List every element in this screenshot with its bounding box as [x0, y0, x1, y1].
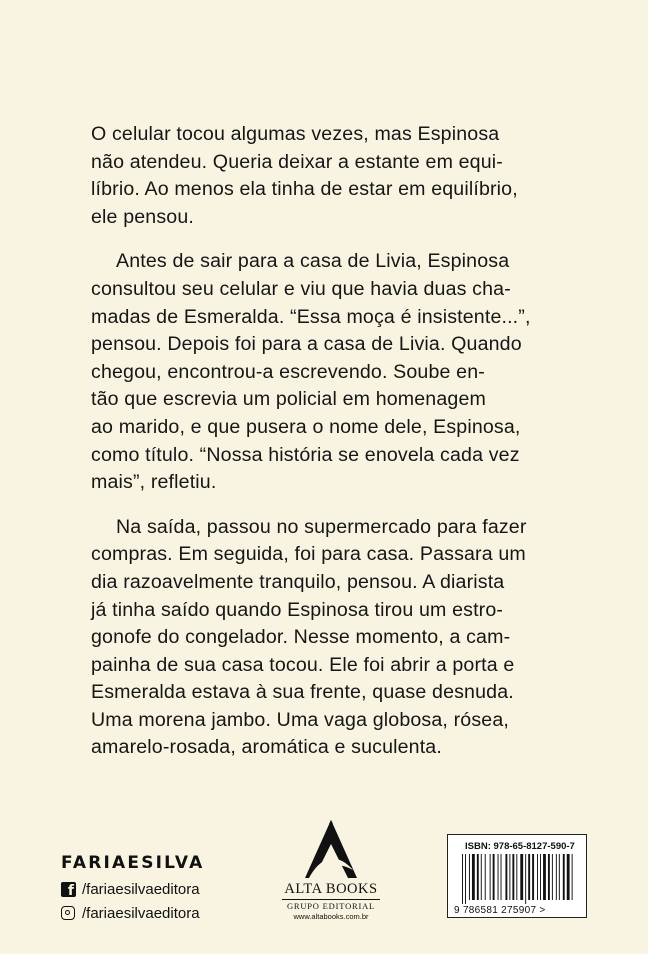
isbn-barcode-box: [447, 834, 587, 918]
text-line: tão que escrevia um policial em homenagem: [91, 388, 486, 411]
text-line: Uma morena jambo. Uma vaga globosa, rósea,: [91, 708, 509, 731]
paragraph-3: [91, 514, 561, 762]
facebook-handle: /fariaesilvaeditora: [82, 881, 200, 898]
text-line: consultou seu celular e viu que havia duas cha-: [91, 277, 511, 300]
text-line: O celular tocou algumas vezes, mas Espinosa: [91, 123, 500, 145]
instagram-icon: [61, 906, 76, 921]
text-line: mais”, refletiu.: [91, 471, 217, 494]
text-line: não atendeu. Queria deixar a estante em equi-: [91, 150, 503, 173]
publisher-url: www.altabooks.com.br: [293, 912, 369, 921]
publisher-name: ALTA BOOKS: [284, 881, 378, 897]
text-line: gonofe do congelador. Nesse momento, a cam-: [91, 626, 511, 649]
alta-books-logo: [268, 818, 394, 921]
isbn-label: ISBN: 978-65-8127-590-7: [465, 841, 575, 852]
text-line: compras. Em seguida, foi para casa. Passara um: [91, 543, 526, 566]
facebook-icon: f: [61, 882, 76, 897]
text-line: madas de Esmeralda. “Essa moça é insistente...”,: [91, 305, 531, 328]
paragraph-1: [91, 121, 561, 231]
text-line: já tinha saído quando Espinosa tirou um estro-: [91, 598, 504, 621]
back-cover-text: [91, 121, 561, 779]
text-line: Na saída, passou no supermercado para fazer: [116, 515, 527, 538]
text-line: ele pensou.: [91, 205, 194, 228]
text-line: líbrio. Ao menos ela tinha de estar em equilíbrio,: [91, 178, 518, 201]
text-line: Antes de sair para a casa de Livia, Espinosa: [116, 250, 510, 273]
text-line: pensou. Depois foi para a casa de Livia. Quando: [91, 333, 522, 356]
text-line: ao marido, e que pusera o nome dele, Espinosa,: [91, 415, 521, 438]
text-line: como título. “Nossa história se enovela cada vez: [91, 443, 520, 466]
paragraph-2: [91, 248, 561, 496]
text-line: Esmeralda estava à sua frente, quase desnuda.: [91, 681, 514, 704]
text-line: painha de sua casa tocou. Ele foi abrir a porta e: [91, 653, 515, 676]
facebook-link[interactable]: [61, 881, 200, 898]
barcode-icon: [462, 854, 574, 904]
instagram-handle: /fariaesilvaeditora: [82, 905, 200, 922]
alta-books-mark-icon: [303, 818, 359, 882]
faria-e-silva-logo: FARIAESILVA: [61, 853, 205, 873]
isbn-digits: 9 786581 275907 >: [454, 905, 546, 916]
text-line: chegou, encontrou-a escrevendo. Soube en-: [91, 360, 485, 383]
publisher-subtitle: GRUPO EDITORIAL: [282, 899, 380, 911]
text-line: amarelo-rosada, aromática e suculenta.: [91, 736, 442, 759]
instagram-link[interactable]: [61, 905, 200, 922]
text-line: dia razoavelmente tranquilo, pensou. A diarista: [91, 570, 505, 593]
